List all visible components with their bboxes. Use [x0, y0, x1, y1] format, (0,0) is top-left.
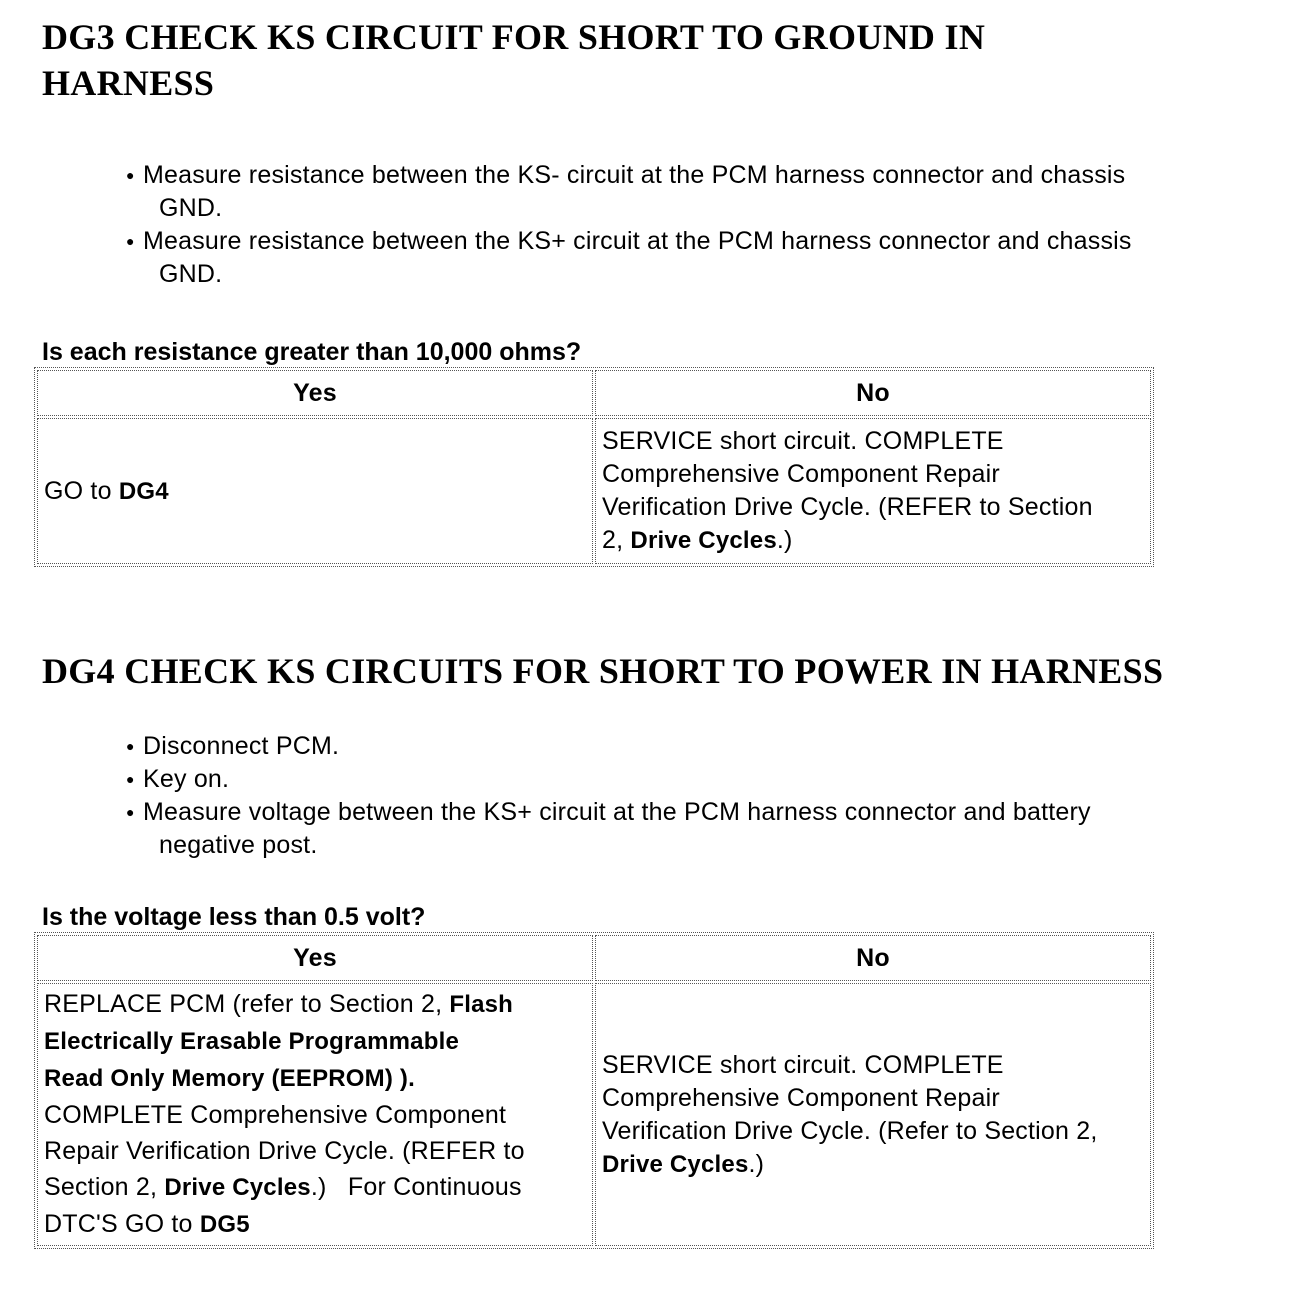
yes-text: GO to: [44, 476, 119, 505]
step-text-continued: GND.: [159, 260, 223, 288]
drive-cycles-link[interactable]: Drive Cycles: [164, 1174, 311, 1201]
dg3-answer-table: [34, 367, 1154, 567]
list-item: [126, 796, 1282, 862]
list-item: [126, 225, 1282, 291]
step-text: Key on.: [143, 765, 230, 793]
no-text-line3: Verification Drive Cycle. (REFER to Section: [602, 493, 1093, 521]
yes-text-line1: REPLACE PCM (refer to Section 2,: [44, 990, 450, 1018]
dg4-section: [42, 648, 1282, 1249]
dg3-section: [42, 14, 1282, 567]
step-text-continued: GND.: [159, 194, 223, 222]
no-text-line2: Comprehensive Component Repair: [602, 1083, 1000, 1112]
no-text-line4-end: .): [776, 526, 793, 554]
step-text: Measure voltage between the KS+ circuit at the PCM harness connector and battery: [143, 798, 1091, 826]
dg4-question: Is the voltage less than 0.5 volt?: [42, 903, 426, 931]
no-header: No: [595, 370, 1151, 416]
no-text-line4-end: .): [748, 1149, 765, 1178]
dg3-title-line2: HARNESS: [42, 63, 215, 103]
yes-header: Yes: [37, 370, 593, 416]
yes-text-line4: COMPLETE Comprehensive Component: [44, 1101, 507, 1129]
bullet-icon: ●: [126, 233, 135, 249]
flash-eeprom-link[interactable]: Flash: [449, 991, 514, 1018]
no-text-line4: 2,: [602, 526, 631, 554]
bullet-icon: ●: [126, 771, 135, 787]
dg4-answer-table: [34, 932, 1154, 1249]
dg3-question: Is each resistance greater than 10,000 ohms?: [42, 338, 582, 366]
bullet-icon: ●: [126, 167, 135, 183]
step-text: Disconnect PCM.: [143, 732, 340, 760]
drive-cycles-link[interactable]: Drive Cycles: [630, 527, 777, 554]
yes-cell: [37, 418, 593, 564]
dg5-link[interactable]: DG5: [199, 1211, 250, 1238]
step-text-continued: negative post.: [159, 831, 318, 859]
yes-cell: [37, 983, 593, 1246]
no-text-line3: Verification Drive Cycle. (Refer to Section 2,: [602, 1116, 1098, 1145]
yes-text-line6: Section 2,: [44, 1173, 165, 1201]
no-header: No: [595, 935, 1151, 981]
flash-eeprom-link-line3[interactable]: Read Only Memory (EEPROM) ).: [44, 1065, 415, 1092]
list-item: [126, 763, 1282, 796]
bullet-icon: ●: [126, 804, 135, 820]
flash-eeprom-link-line2[interactable]: Electrically Erasable Programmable: [44, 1028, 460, 1055]
yes-text-line5: Repair Verification Drive Cycle. (REFER to: [44, 1137, 525, 1165]
no-text-line1: SERVICE short circuit. COMPLETE: [602, 1050, 1004, 1079]
drive-cycles-link[interactable]: Drive Cycles: [602, 1150, 749, 1178]
yes-header: Yes: [37, 935, 593, 981]
bullet-icon: ●: [126, 738, 135, 754]
no-text-line2: Comprehensive Component Repair: [602, 460, 1000, 488]
yes-text-line7: DTC'S GO to: [44, 1210, 200, 1238]
no-text-line1: SERVICE short circuit. COMPLETE: [602, 427, 1004, 455]
no-cell: [595, 418, 1151, 564]
yes-text-line6-end: .) For Continuous: [310, 1173, 522, 1201]
step-text: Measure resistance between the KS- circuit at the PCM harness connector and chassis: [143, 161, 1126, 189]
dg3-title: [42, 14, 1282, 106]
dg4-link[interactable]: DG4: [118, 477, 169, 505]
step-text: Measure resistance between the KS+ circuit at the PCM harness connector and chassis: [143, 227, 1132, 255]
list-item: [126, 159, 1282, 225]
no-cell: [595, 983, 1151, 1246]
dg4-title: DG4 CHECK KS CIRCUITS FOR SHORT TO POWER IN HARNESS: [42, 651, 1164, 691]
dg4-steps-list: [42, 730, 1282, 862]
dg3-steps-list: [42, 159, 1282, 291]
dg3-title-line1: DG3 CHECK KS CIRCUIT FOR SHORT TO GROUND IN: [42, 17, 986, 57]
list-item: [126, 730, 1282, 763]
